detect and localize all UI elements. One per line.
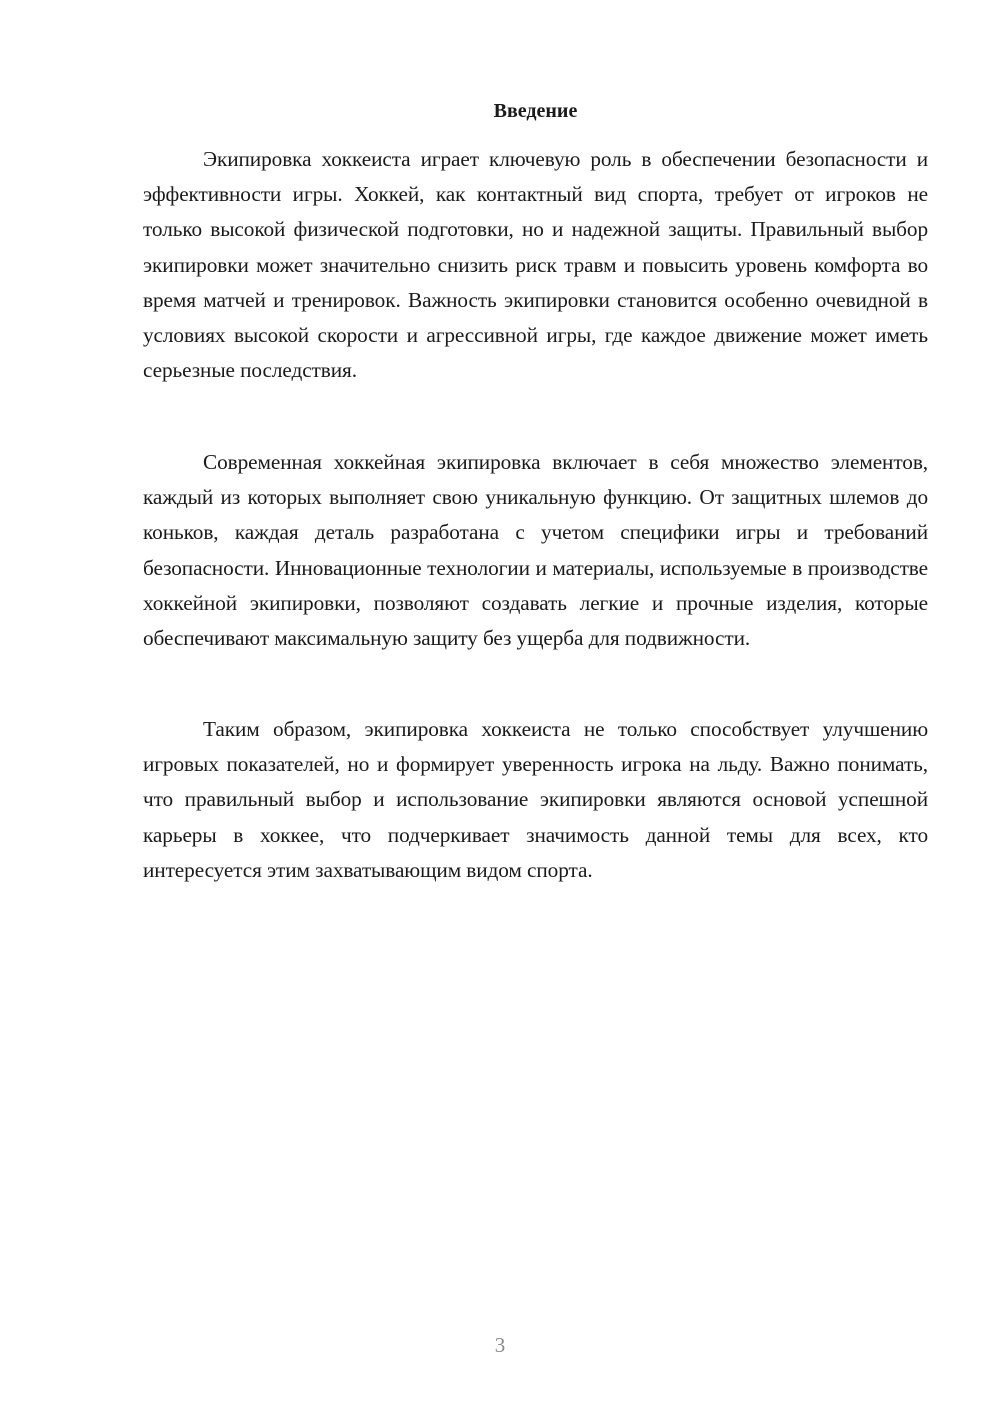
paragraph-3: Таким образом, экипировка хоккеиста не только способствует улучшению игровых показателей, но и формирует уверенность игрока на льду. Важно понимать, что правильный выбор и использование экипировки являются основой успешной карьеры в хоккее, что подчеркивает значимость данной темы для всех, кто интересуется этим захватывающим видом спорта.	[143, 717, 928, 882]
paragraph-1: Экипировка хоккеиста играет ключевую роль в обеспечении безопасности и эффективности игры. Хоккей, как контактный вид спорта, требует от игроков не только высокой физической подготовки, но и надежной защиты. Правильный выбор экипировки может значительно снизить риск травм и повысить уровень комфорта во время матчей и тренировок. Важность экипировки становится особенно очевидной в условиях высокой скорости и агрессивной игры, где каждое движение может иметь серьезные последствия.	[143, 147, 928, 383]
paragraph-2: Современная хоккейная экипировка включает в себя множество элементов, каждый из которых выполняет свою уникальную функцию. От защитных шлемов до коньков, каждая деталь разработана с учетом специфики игры и требований безопасности. Инновационные технологии и материалы, используемые в производстве хоккейной экипировки, позволяют создавать легкие и прочные изделия, которые обеспечивают максимальную защиту без ущерба для подвижности.	[143, 450, 928, 651]
page-number: 3	[494, 1333, 506, 1357]
section-heading: Введение	[493, 100, 578, 122]
